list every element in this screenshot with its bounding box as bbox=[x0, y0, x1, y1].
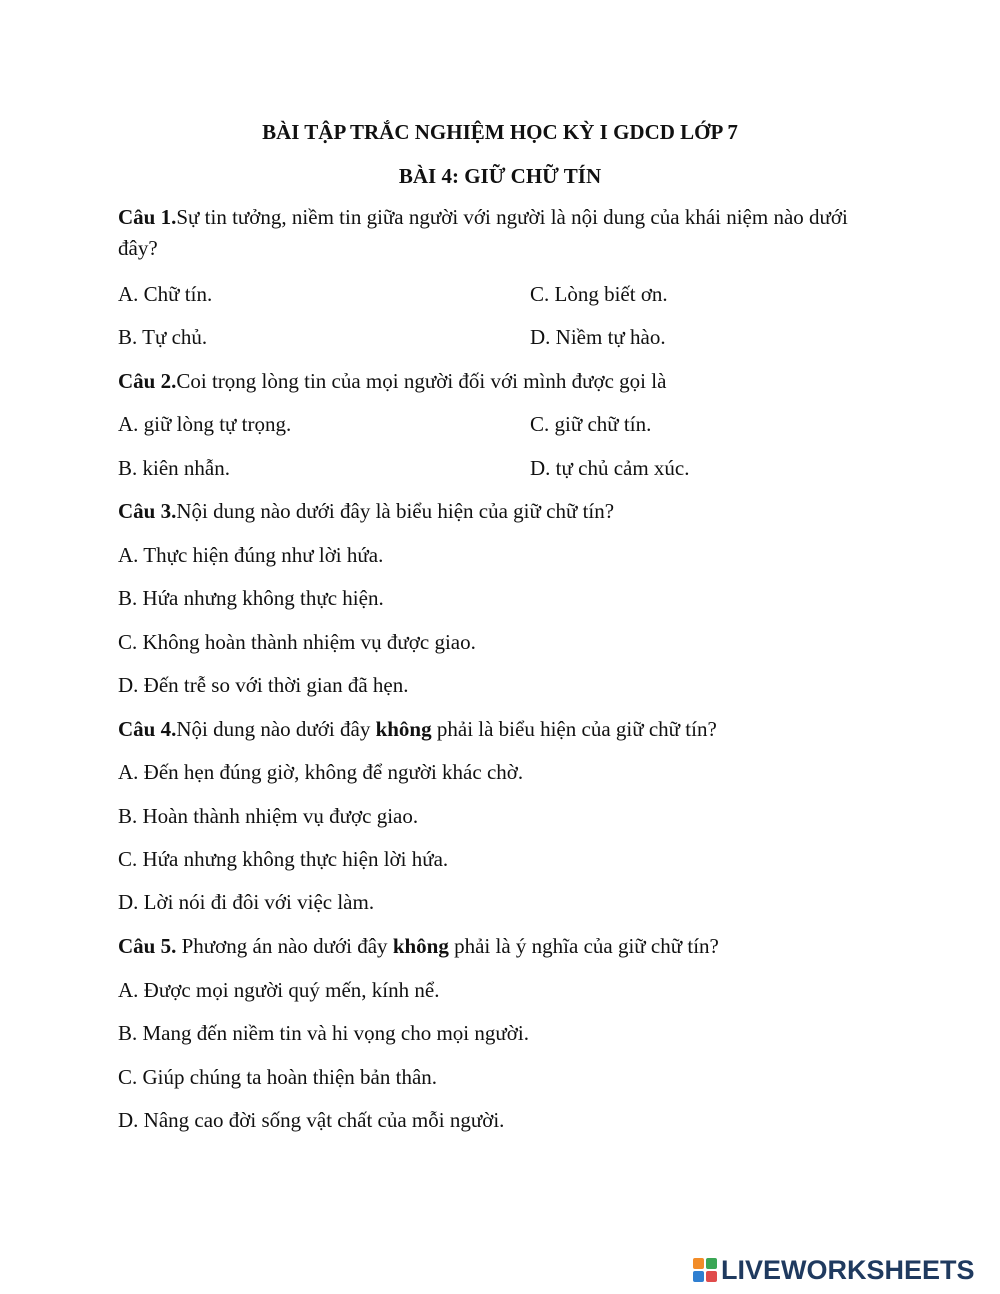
question-1-option-d[interactable]: D. Niềm tự hào. bbox=[530, 325, 666, 349]
question-5-text-after: phải là ý nghĩa của giữ chữ tín? bbox=[448, 934, 719, 958]
question-3-text: Nội dung nào dưới đây là biểu hiện của giữ chữ tín? bbox=[176, 499, 615, 523]
question-4-text-after: phải là biểu hiện của giữ chữ tín? bbox=[431, 717, 717, 741]
question-1-number: Câu 1. bbox=[118, 205, 177, 229]
question-5-option-a[interactable]: A. Được mọi người quý mến, kính nể. bbox=[118, 978, 440, 1002]
question-4-number: Câu 4. bbox=[118, 717, 177, 741]
lesson-subtitle: BÀI 4: GIỮ CHỮ TÍN bbox=[398, 164, 602, 188]
liveworksheets-logo-text: LIVEWORKSHEETS bbox=[721, 1254, 975, 1285]
question-2 bbox=[118, 369, 666, 394]
question-5 bbox=[118, 934, 719, 959]
question-1-text: Sự tin tưởng, niềm tin giữa người với người là nội dung của khái niệm nào dưới đây? bbox=[118, 205, 848, 260]
question-2-number: Câu 2. bbox=[118, 369, 177, 393]
liveworksheets-logo-icon bbox=[693, 1258, 717, 1282]
question-3 bbox=[118, 499, 614, 524]
question-5-option-c[interactable]: C. Giúp chúng ta hoàn thiện bản thân. bbox=[118, 1065, 438, 1089]
question-4-option-c[interactable]: C. Hứa nhưng không thực hiện lời hứa. bbox=[118, 847, 449, 871]
question-4 bbox=[118, 717, 717, 742]
question-1-option-a[interactable]: A. Chữ tín. bbox=[118, 282, 213, 306]
question-4-text-before: Nội dung nào dưới đây bbox=[176, 717, 376, 741]
question-1-option-b[interactable]: B. Tự chủ. bbox=[118, 325, 208, 349]
question-2-option-c[interactable]: C. giữ chữ tín. bbox=[530, 412, 652, 436]
question-5-number: Câu 5. bbox=[118, 934, 177, 958]
question-5-option-b[interactable]: B. Mang đến niềm tin và hi vọng cho mọi người. bbox=[118, 1021, 529, 1045]
question-5-option-d[interactable]: D. Nâng cao đời sống vật chất của mỗi người. bbox=[118, 1108, 505, 1132]
question-4-option-b[interactable]: B. Hoàn thành nhiệm vụ được giao. bbox=[118, 804, 419, 828]
page-title: BÀI TẬP TRẮC NGHIỆM HỌC KỲ I GDCD LỚP 7 bbox=[262, 120, 738, 144]
question-3-number: Câu 3. bbox=[118, 499, 177, 523]
question-2-text: Coi trọng lòng tin của mọi người đối với mình được gọi là bbox=[176, 369, 667, 393]
liveworksheets-logo bbox=[693, 1253, 975, 1287]
question-3-option-c[interactable]: C. Không hoàn thành nhiệm vụ được giao. bbox=[118, 630, 476, 654]
question-1 bbox=[118, 202, 878, 264]
question-3-option-b[interactable]: B. Hứa nhưng không thực hiện. bbox=[118, 586, 384, 610]
question-4-emphasis: không bbox=[375, 717, 432, 741]
question-5-emphasis: không bbox=[392, 934, 449, 958]
question-2-option-d[interactable]: D. tự chủ cảm xúc. bbox=[530, 456, 690, 480]
question-3-option-a[interactable]: A. Thực hiện đúng như lời hứa. bbox=[118, 543, 384, 567]
question-1-option-c[interactable]: C. Lòng biết ơn. bbox=[530, 282, 668, 306]
question-4-option-a[interactable]: A. Đến hẹn đúng giờ, không để người khác chờ. bbox=[118, 760, 524, 784]
question-5-text-before: Phương án nào dưới đây bbox=[176, 934, 393, 958]
question-3-option-d[interactable]: D. Đến trễ so với thời gian đã hẹn. bbox=[118, 673, 409, 697]
question-2-option-b[interactable]: B. kiên nhẫn. bbox=[118, 456, 230, 480]
question-2-option-a[interactable]: A. giữ lòng tự trọng. bbox=[118, 412, 292, 436]
question-4-option-d[interactable]: D. Lời nói đi đôi với việc làm. bbox=[118, 890, 375, 914]
